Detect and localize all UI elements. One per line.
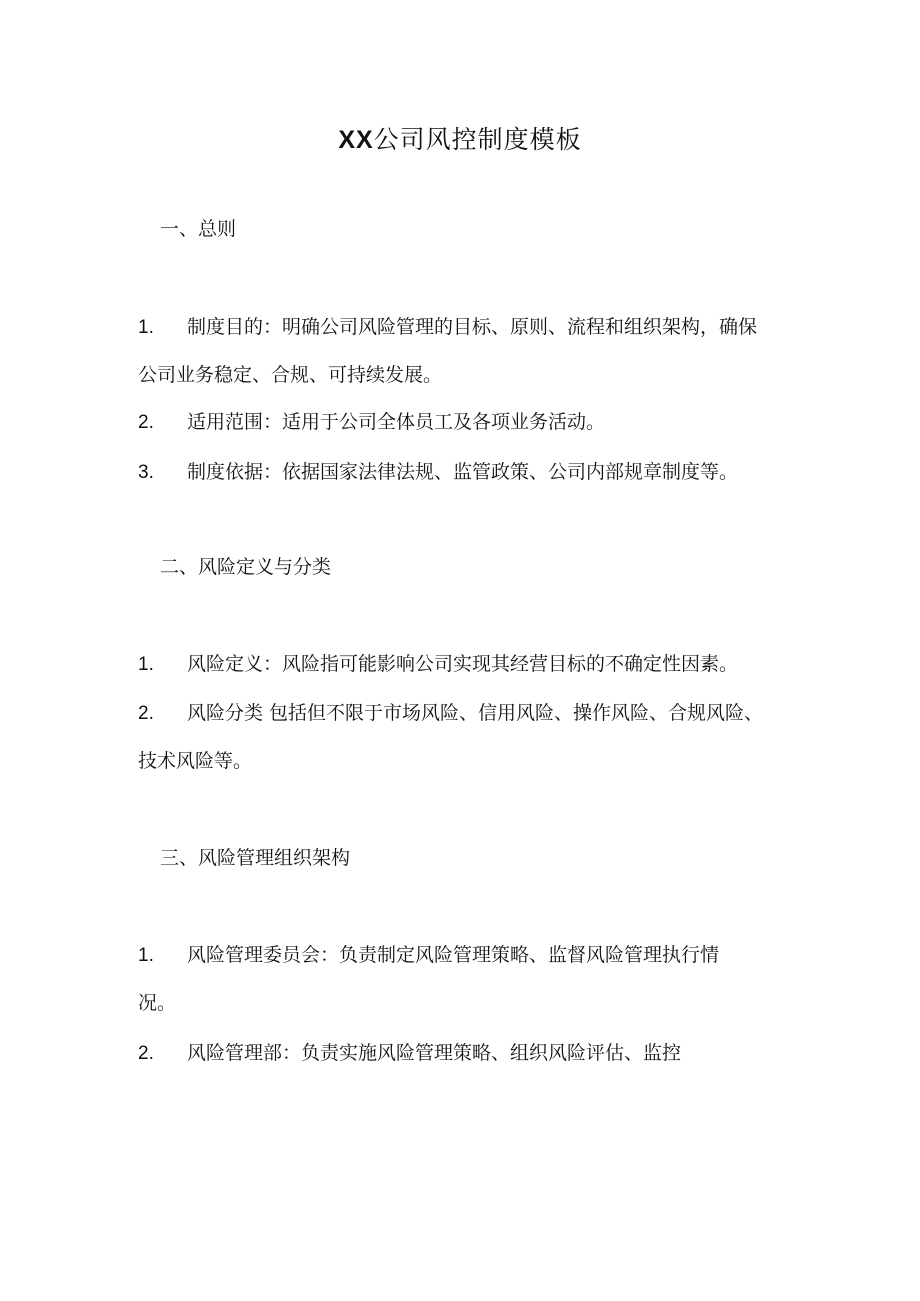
list-item [138, 941, 798, 970]
item-text-continued: 公司业务稳定、合规、可持续发展。 [138, 364, 443, 386]
section-heading: 一、总则 [160, 218, 237, 240]
item-number: 1. [138, 654, 154, 675]
item-text: 风险定义：风险指可能影响公司实现其经营目标的不确定性因素。 [187, 653, 739, 675]
item-number: 2. [138, 412, 154, 433]
list-item [138, 313, 798, 342]
item-text: 制度依据：依据国家法律法规、监管政策、公司内部规章制度等。 [187, 461, 739, 483]
list-item [138, 408, 798, 437]
document-title [0, 120, 920, 160]
item-number: 1. [138, 945, 154, 966]
item-number: 1. [138, 317, 154, 338]
list-item [138, 699, 798, 728]
list-item [138, 1039, 798, 1068]
title-prefix: XX [338, 126, 374, 154]
title-main: 公司风控制度模板 [373, 125, 582, 154]
item-text: 风险分类 包括但不限于市场风险、信用风险、操作风险、合规风险、 [187, 702, 764, 724]
item-number: 3. [138, 462, 154, 483]
section-heading: 二、风险定义与分类 [160, 556, 332, 578]
item-text: 适用范围：适用于公司全体员工及各项业务活动。 [187, 411, 606, 433]
list-item [138, 458, 798, 487]
item-number: 2. [138, 703, 154, 724]
item-text-continued: 技术风险等。 [138, 750, 253, 772]
item-number: 2. [138, 1043, 154, 1064]
list-item [138, 650, 798, 679]
item-text: 风险管理部：负责实施风险管理策略、组织风险评估、监控 [187, 1042, 682, 1064]
section-heading: 三、风险管理组织架构 [160, 847, 351, 869]
item-text: 制度目的：明确公司风险管理的目标、原则、流程和组织架构，确保 [187, 316, 758, 338]
item-text-continued: 况。 [138, 992, 177, 1014]
item-text: 风险管理委员会：负责制定风险管理策略、监督风险管理执行情 [187, 944, 720, 966]
